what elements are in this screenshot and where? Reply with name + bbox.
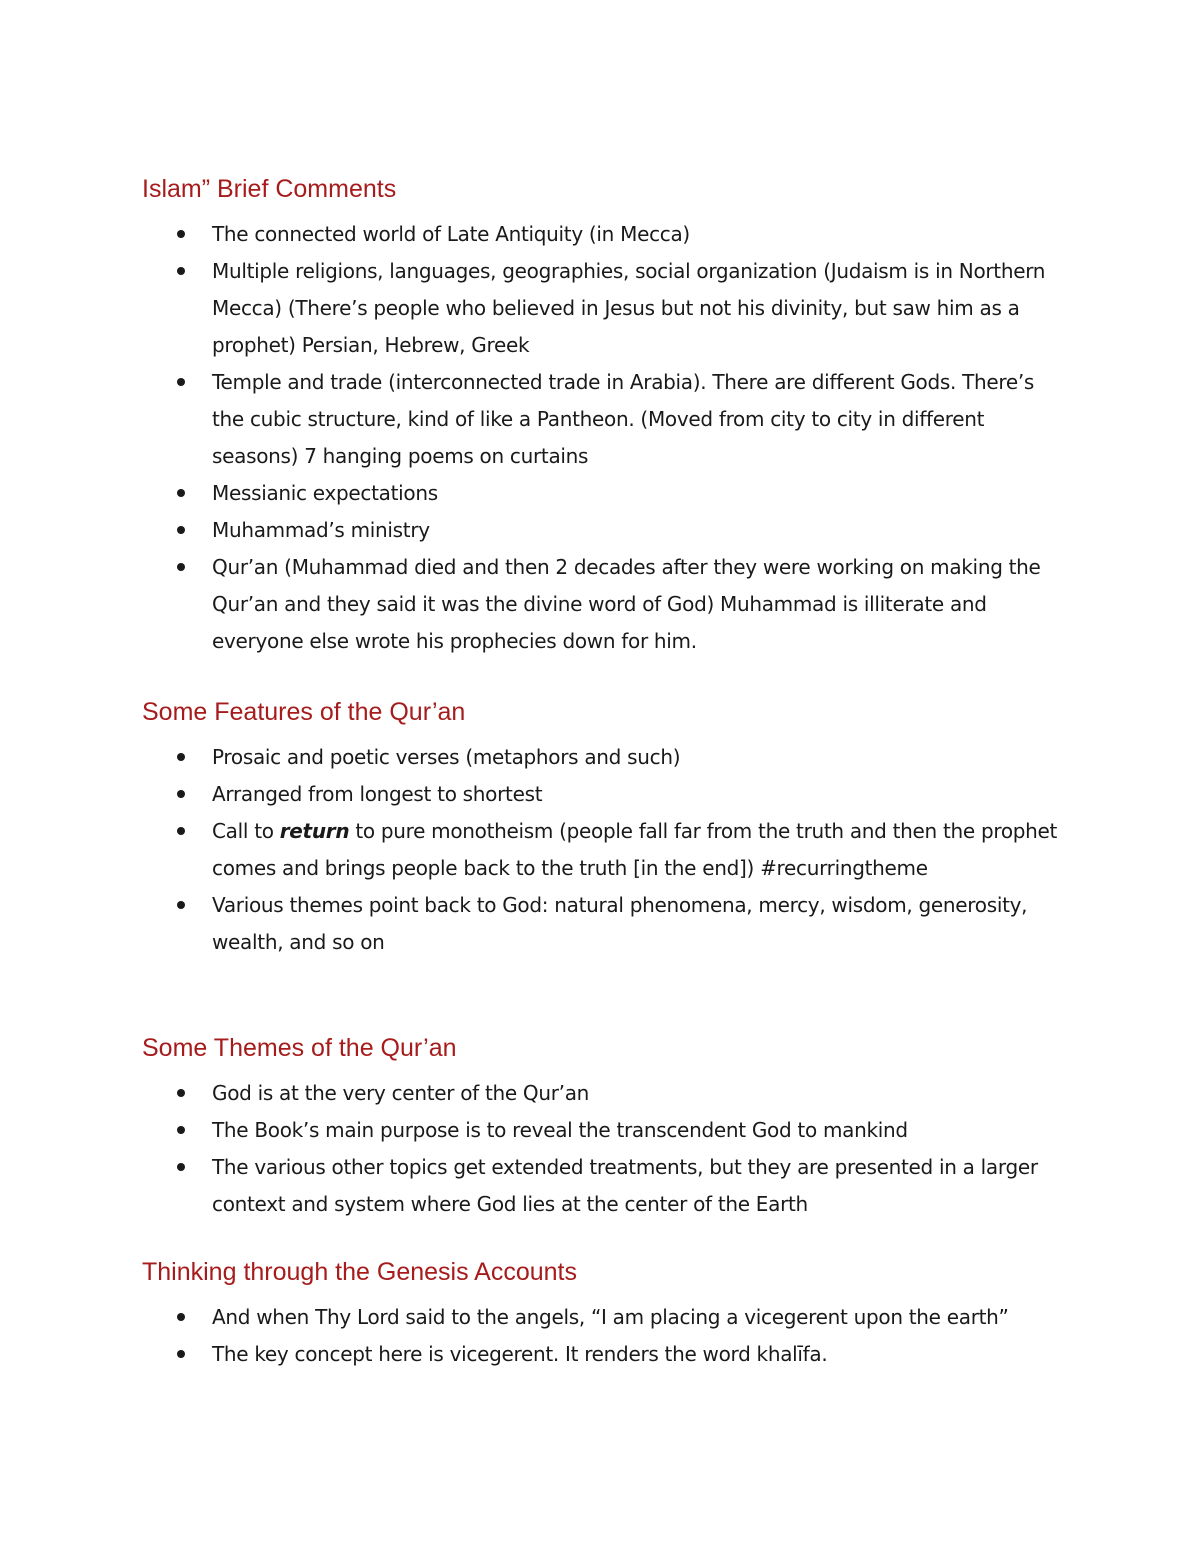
section-themes-of-the-quran bbox=[142, 1031, 1072, 1223]
list-item bbox=[142, 739, 1072, 776]
list-item-text: Prosaic and poetic verses (metaphors and such) bbox=[212, 745, 681, 769]
bullet-icon bbox=[177, 489, 185, 497]
section-islam-brief-comments bbox=[142, 172, 1072, 660]
bullet-list bbox=[142, 216, 1072, 660]
bullet-icon bbox=[177, 901, 185, 909]
list-item-text: Multiple religions, languages, geographies, social organization (Judaism is in Northern Mecca) (There’s people who believed in Jesus but not his divinity, but saw him as a prophet) Persian, Hebrew, Greek bbox=[212, 259, 1046, 357]
list-item bbox=[142, 887, 1072, 961]
bullet-icon bbox=[177, 1126, 185, 1134]
bullet-icon bbox=[177, 267, 185, 275]
list-item bbox=[142, 776, 1072, 813]
list-item-text-after: to pure monotheism (people fall far from the truth and then the prophet comes and brings people back to the truth [in the end]) #recurringtheme bbox=[212, 819, 1058, 880]
section-genesis-accounts bbox=[142, 1255, 1072, 1373]
section-heading: Some Themes of the Qur’an bbox=[142, 1034, 457, 1062]
list-item bbox=[142, 1299, 1072, 1336]
bullet-icon bbox=[177, 526, 185, 534]
list-item bbox=[142, 1336, 1072, 1373]
bullet-icon bbox=[177, 827, 185, 835]
bullet-icon bbox=[177, 1350, 185, 1358]
bullet-icon bbox=[177, 753, 185, 761]
bullet-list bbox=[142, 1075, 1072, 1223]
list-item-text: Various themes point back to God: natural phenomena, mercy, wisdom, generosity, wealth, and so on bbox=[212, 893, 1028, 954]
section-heading: Thinking through the Genesis Accounts bbox=[142, 1258, 577, 1286]
bullet-icon bbox=[177, 1313, 185, 1321]
list-item-text: God is at the very center of the Qur’an bbox=[212, 1081, 590, 1105]
emphasized-word: return bbox=[279, 819, 350, 843]
bullet-list bbox=[142, 1299, 1072, 1373]
section-heading: Islam” Brief Comments bbox=[142, 175, 397, 203]
bullet-icon bbox=[177, 563, 185, 571]
list-item bbox=[142, 549, 1072, 660]
list-item bbox=[142, 216, 1072, 253]
bullet-icon bbox=[177, 1163, 185, 1171]
list-item-text: And when Thy Lord said to the angels, “I am placing a vicegerent upon the earth” bbox=[212, 1305, 1009, 1329]
list-item bbox=[142, 475, 1072, 512]
list-item-text: Muhammad’s ministry bbox=[212, 518, 430, 542]
section-features-of-the-quran bbox=[142, 695, 1072, 961]
list-item bbox=[142, 512, 1072, 549]
list-item-text: The various other topics get extended treatments, but they are presented in a larger context and system where God lies at the center of the Earth bbox=[212, 1155, 1038, 1216]
list-item bbox=[142, 1112, 1072, 1149]
bullet-icon bbox=[177, 790, 185, 798]
list-item-text: The connected world of Late Antiquity (in Mecca) bbox=[212, 222, 690, 246]
list-item-text: The Book’s main purpose is to reveal the transcendent God to mankind bbox=[212, 1118, 908, 1142]
list-item-text: Arranged from longest to shortest bbox=[212, 782, 543, 806]
list-item bbox=[142, 813, 1072, 887]
list-item bbox=[142, 1075, 1072, 1112]
bullet-icon bbox=[177, 230, 185, 238]
list-item bbox=[142, 1149, 1072, 1223]
bullet-icon bbox=[177, 378, 185, 386]
list-item bbox=[142, 364, 1072, 475]
list-item-text: Temple and trade (interconnected trade in Arabia). There are different Gods. There’s the cubic structure, kind of like a Pantheon. (Moved from city to city in different seasons) 7 hanging poems on curtains bbox=[212, 370, 1035, 468]
section-heading: Some Features of the Qur’an bbox=[142, 698, 466, 726]
bullet-list bbox=[142, 739, 1072, 961]
list-item-text: Qur’an (Muhammad died and then 2 decades after they were working on making the Qur’an and they said it was the divine word of God) Muhammad is illiterate and everyone else wrote his prophecies down for him. bbox=[212, 555, 1041, 653]
list-item-text: The key concept here is vicegerent. It renders the word khalīfa. bbox=[212, 1342, 828, 1366]
list-item-text-before: Call to bbox=[212, 819, 280, 843]
list-item bbox=[142, 253, 1072, 364]
list-item-text: Messianic expectations bbox=[212, 481, 438, 505]
bullet-icon bbox=[177, 1089, 185, 1097]
